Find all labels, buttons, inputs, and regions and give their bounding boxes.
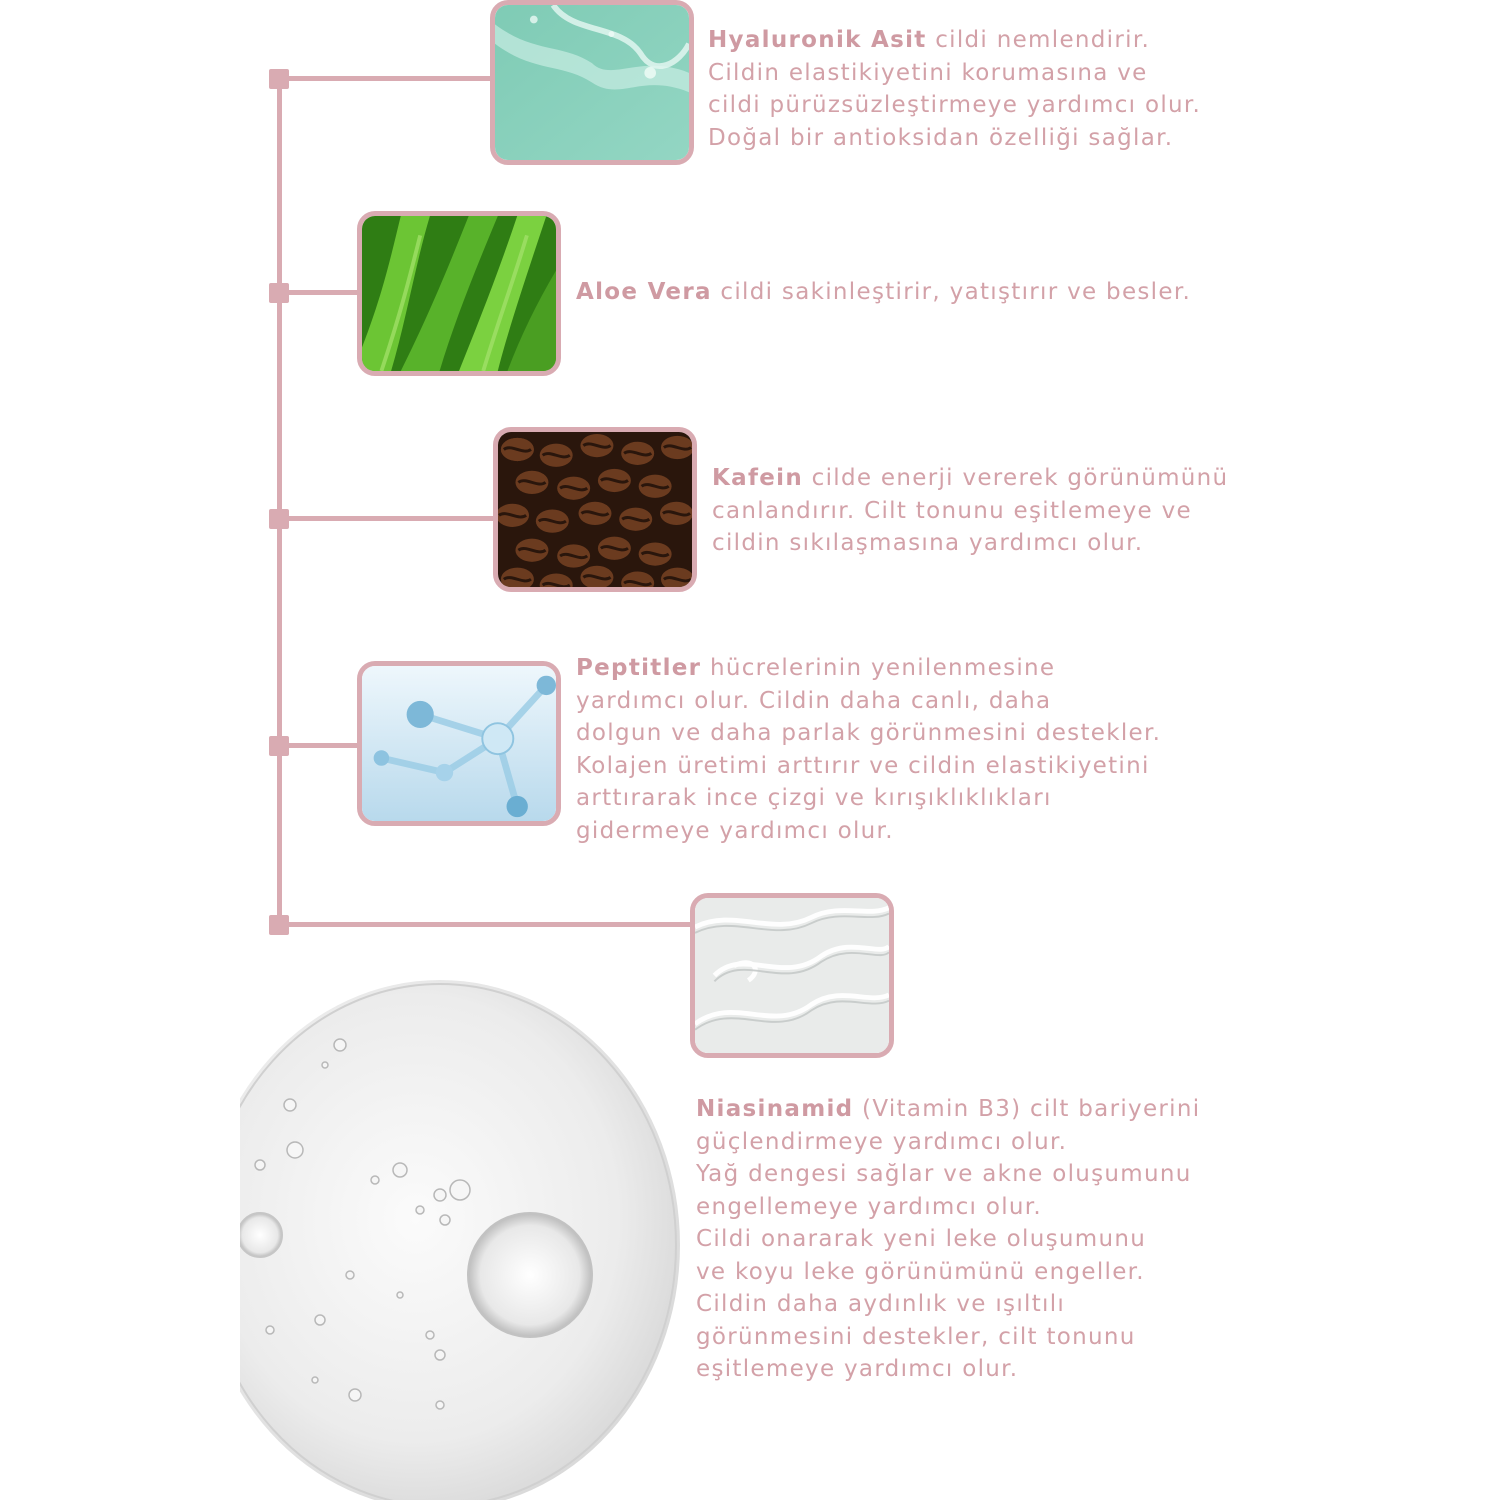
ingredient-name: Kafein	[712, 465, 804, 491]
connector-line	[280, 516, 496, 521]
aloe-vera-leaves-icon	[357, 211, 561, 376]
ingredient-name: Niasinamid	[696, 1096, 854, 1122]
timeline-node	[269, 69, 289, 89]
timeline-node	[269, 509, 289, 529]
connector-line	[280, 743, 360, 748]
gel-texture-teal-icon	[490, 0, 694, 165]
ingredient-description: Peptitler hücrelerinin yenilenmesine yardımcı olur. Cildin daha canlı, daha dolgun ve daha parlak görünmesini destekler. Kolajen üretimi arttırır ve cildin elastikiyetini arttırarak ince çizgi ve kırışıklıklıkları gidermeye yardımcı olur.	[576, 655, 1162, 844]
ingredient-name: Peptitler	[576, 655, 702, 681]
ingredient-description: Kafein cilde enerji vererek görünümünü canlandırır. Cilt tonunu eşitlemeye ve cildin sıkılaşmasına yardımcı olur.	[712, 465, 1229, 556]
coffee-beans-icon	[493, 427, 697, 592]
timeline-spine	[277, 78, 282, 928]
connector-line	[280, 76, 492, 81]
connector-line	[280, 290, 360, 295]
serum-droplet-icon	[240, 975, 680, 1500]
timeline-node	[269, 736, 289, 756]
clear-gel-swirl-icon	[690, 893, 894, 1058]
ingredient-description: Aloe Vera cildi sakinleştirir, yatıştırır ve besler.	[576, 279, 1192, 305]
ingredient-name: Hyaluronik Asit	[708, 27, 927, 53]
timeline-node	[269, 283, 289, 303]
molecule-model-icon	[357, 661, 561, 826]
timeline-node	[269, 915, 289, 935]
ingredient-name: Aloe Vera	[576, 279, 712, 305]
ingredient-description: Hyaluronik Asit cildi nemlendirir. Cildin elastikiyetini korumasına ve cildi pürüzsüzleştirmeye yardımcı olur. Doğal bir antioksidan özelliği sağlar.	[708, 27, 1202, 151]
connector-line	[280, 922, 694, 927]
ingredient-description: Niasinamid (Vitamin B3) cilt bariyerini güçlendirmeye yardımcı olur. Yağ dengesi sağlar ve akne oluşumunu engellemeye yardımcı olur. Cildi onararak yeni leke oluşumunu ve koyu leke görünümünü engeller. Cildin daha aydınlık ve ışıltılı görünmesini destekler, cilt tonunu eşitlemeye yardımcı olur.	[696, 1096, 1201, 1382]
